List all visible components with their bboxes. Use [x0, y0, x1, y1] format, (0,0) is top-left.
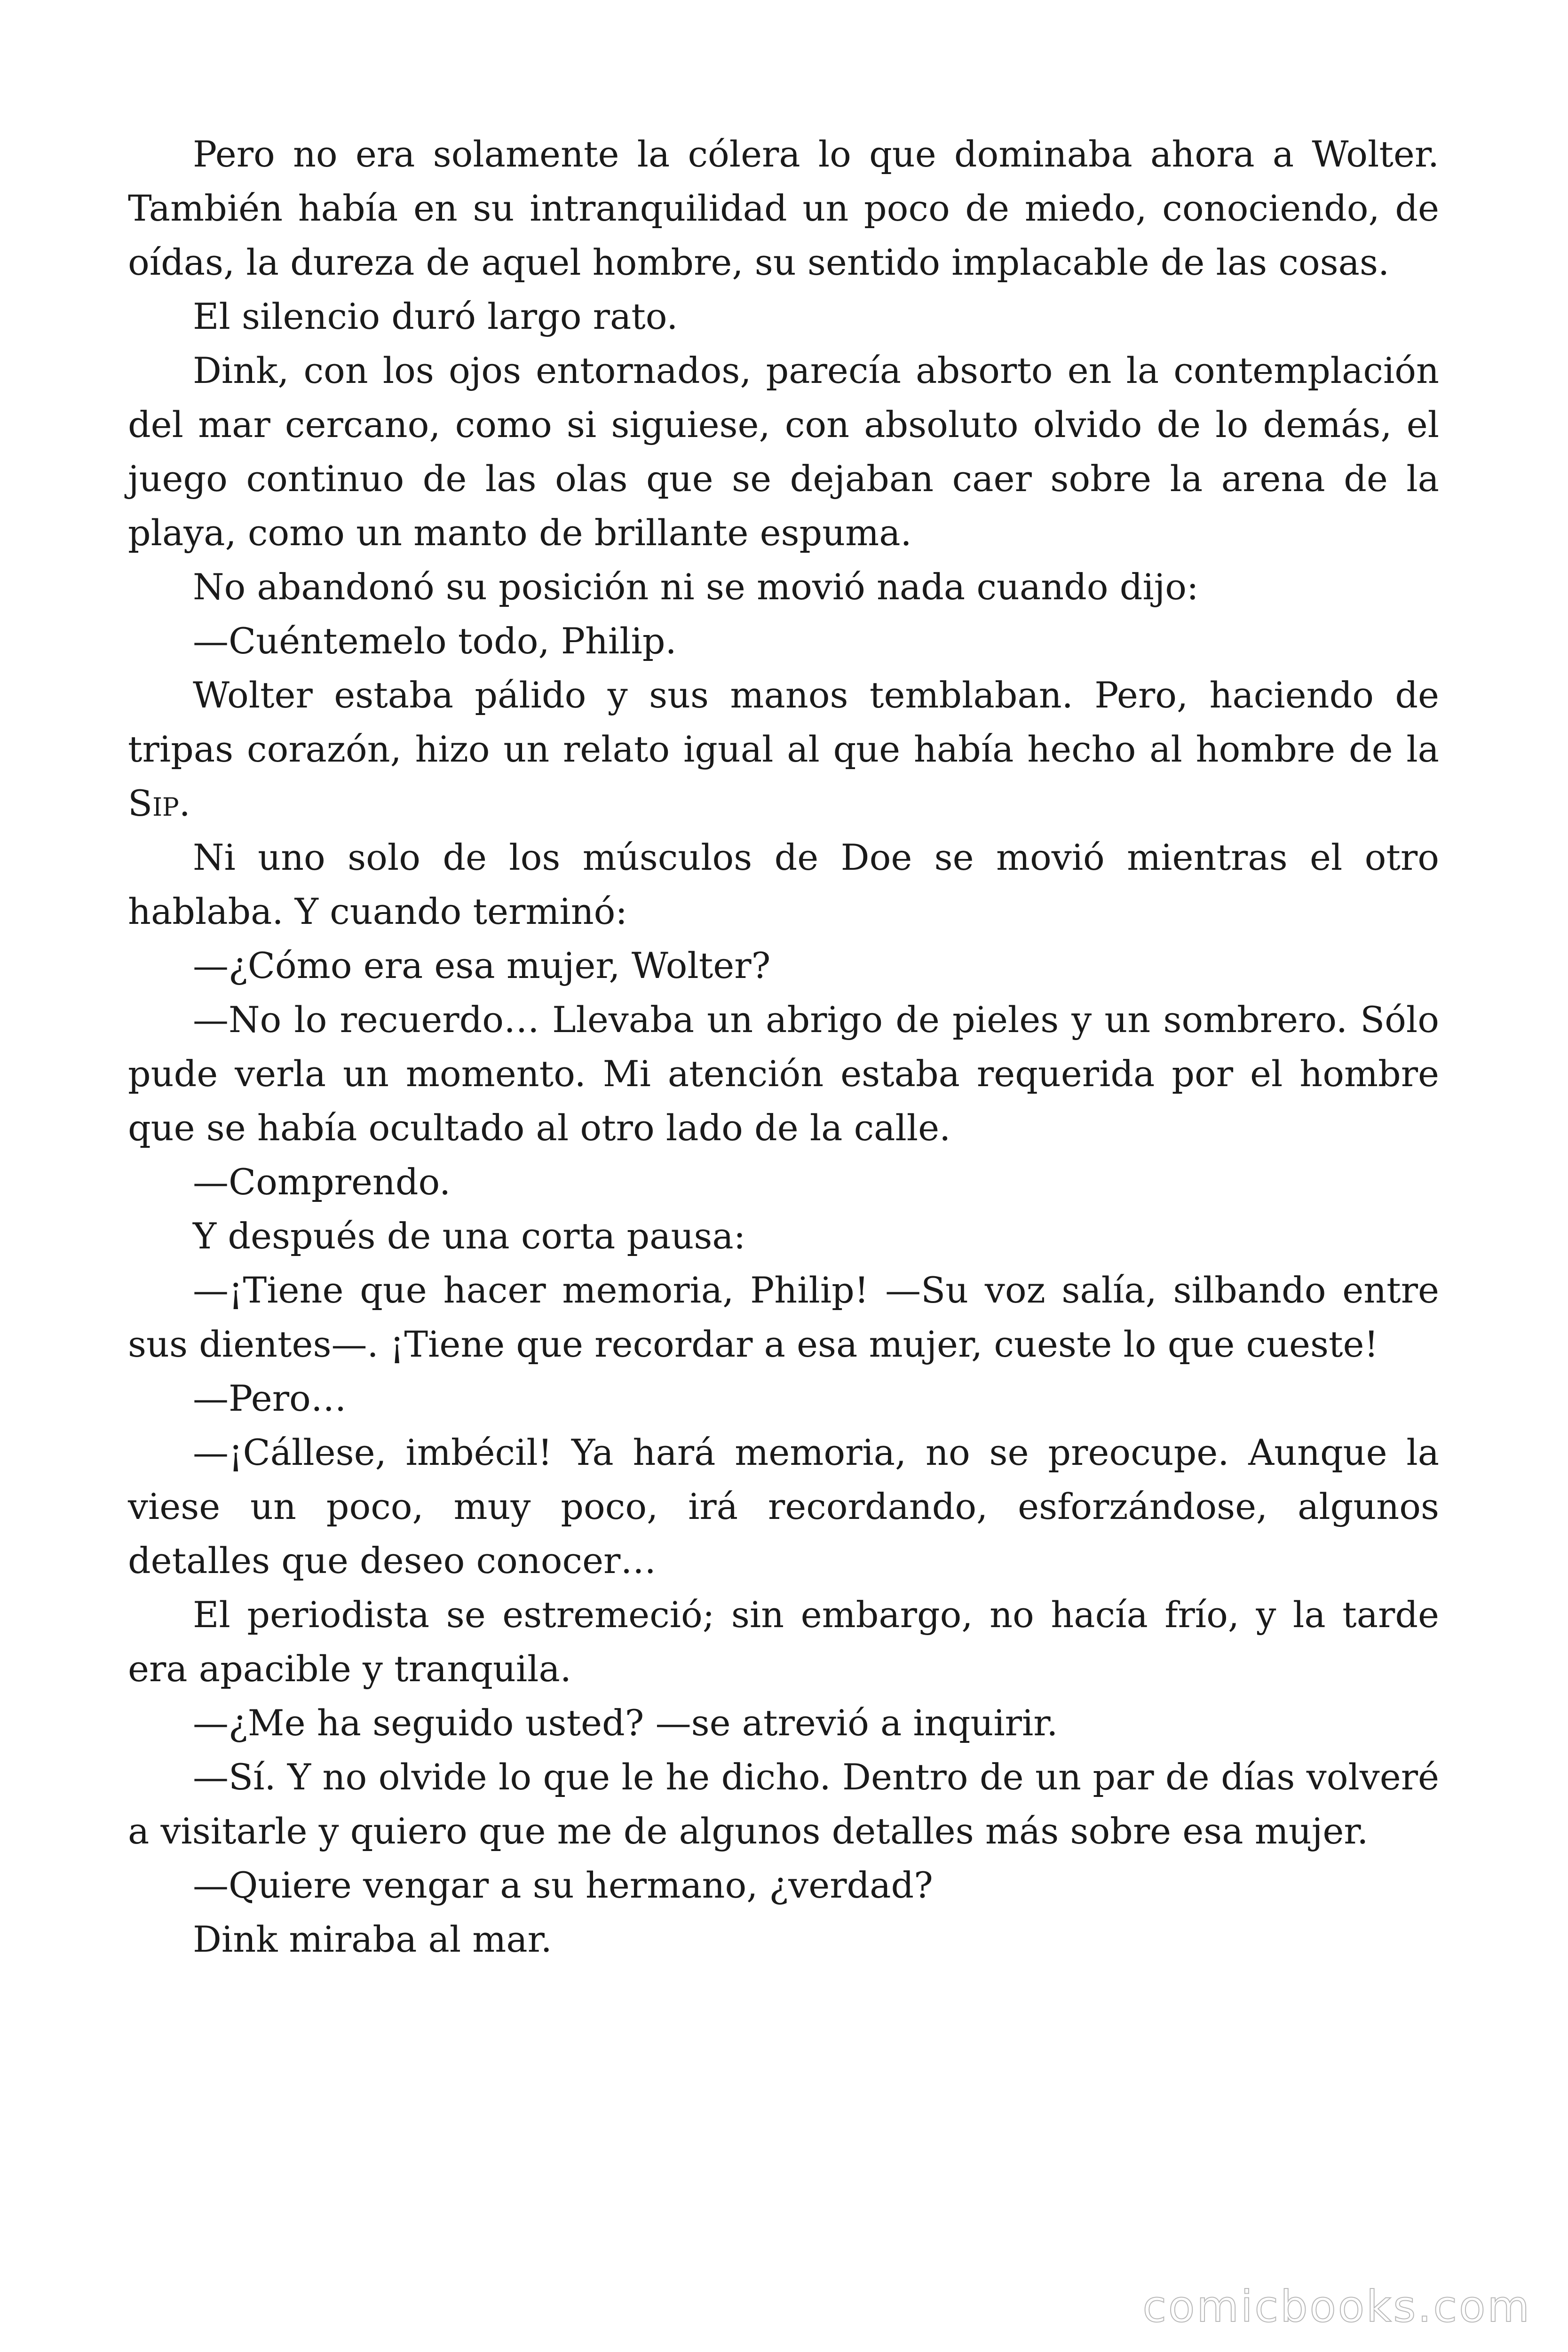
paragraph-12: —¡Tiene que hacer memoria, Philip! —Su voz salía, silbando entre sus dientes—. ¡Tiene que recordar a esa mujer, cueste lo que cueste! [128, 1269, 1439, 1365]
paragraph-6-end: . [179, 782, 190, 824]
paragraph-14: —¡Cállese, imbécil! Ya hará memoria, no se preocupe. Aunque la viese un poco, muy poco, irá recordando, esforzándose, algunos detalles que deseo conocer… [128, 1431, 1439, 1581]
paragraph-13: —Pero… [193, 1377, 347, 1419]
paragraph-7: Ni uno solo de los músculos de Doe se movió mientras el otro hablaba. Y cuando terminó: [128, 836, 1439, 932]
newspaper-name: Sip [128, 782, 179, 824]
paragraph-6 [128, 668, 1439, 830]
paragraph-19: Dink miraba al mar. [193, 1918, 552, 1960]
paragraph-16: —¿Me ha seguido usted? —se atrevió a inquirir. [193, 1702, 1058, 1744]
paragraph-6-text: Wolter estaba pálido y sus manos temblaban. Pero, haciendo de tripas corazón, hizo un relato igual al que había hecho al hombre de la [128, 674, 1439, 770]
paragraph-4: No abandonó su posición ni se movió nada cuando dijo: [193, 566, 1199, 608]
paragraph-1: Pero no era solamente la cólera lo que dominaba ahora a Wolter. También había en su intranquilidad un poco de miedo, conociendo, de oídas, la dureza de aquel hombre, su sentido implacable de las cosas. [128, 133, 1439, 283]
paragraph-11: Y después de una corta pausa: [193, 1215, 746, 1257]
paragraph-15: El periodista se estremeció; sin embargo, no hacía frío, y la tarde era apacible y tranquila. [128, 1594, 1439, 1690]
paragraph-9: —No lo recuerdo… Llevaba un abrigo de pieles y un sombrero. Sólo pude verla un momento. Mi atención estaba requerida por el hombre que se había ocultado al otro lado de la calle. [128, 999, 1439, 1149]
paragraph-17: —Sí. Y no olvide lo que le he dicho. Dentro de un par de días volveré a visitarle y quiero que me de algunos detalles más sobre esa mujer. [128, 1756, 1439, 1852]
paragraph-10: —Comprendo. [193, 1161, 451, 1203]
paragraph-18: —Quiere vengar a su hermano, ¿verdad? [193, 1864, 933, 1906]
paragraph-8: —¿Cómo era esa mujer, Wolter? [193, 945, 771, 986]
watermark: comicbooks.com [1142, 2281, 1531, 2332]
paragraph-3: Dink, con los ojos entornados, parecía absorto en la contemplación del mar cercano, como si siguiese, con absoluto olvido de lo demás, el juego continuo de las olas que se dejaban caer sobre la arena de la playa, como un manto de brillante espuma. [128, 350, 1439, 554]
paragraph-5: —Cuéntemelo todo, Philip. [193, 620, 677, 662]
page-body [128, 127, 1439, 1966]
paragraph-2: El silencio duró largo rato. [193, 295, 678, 337]
